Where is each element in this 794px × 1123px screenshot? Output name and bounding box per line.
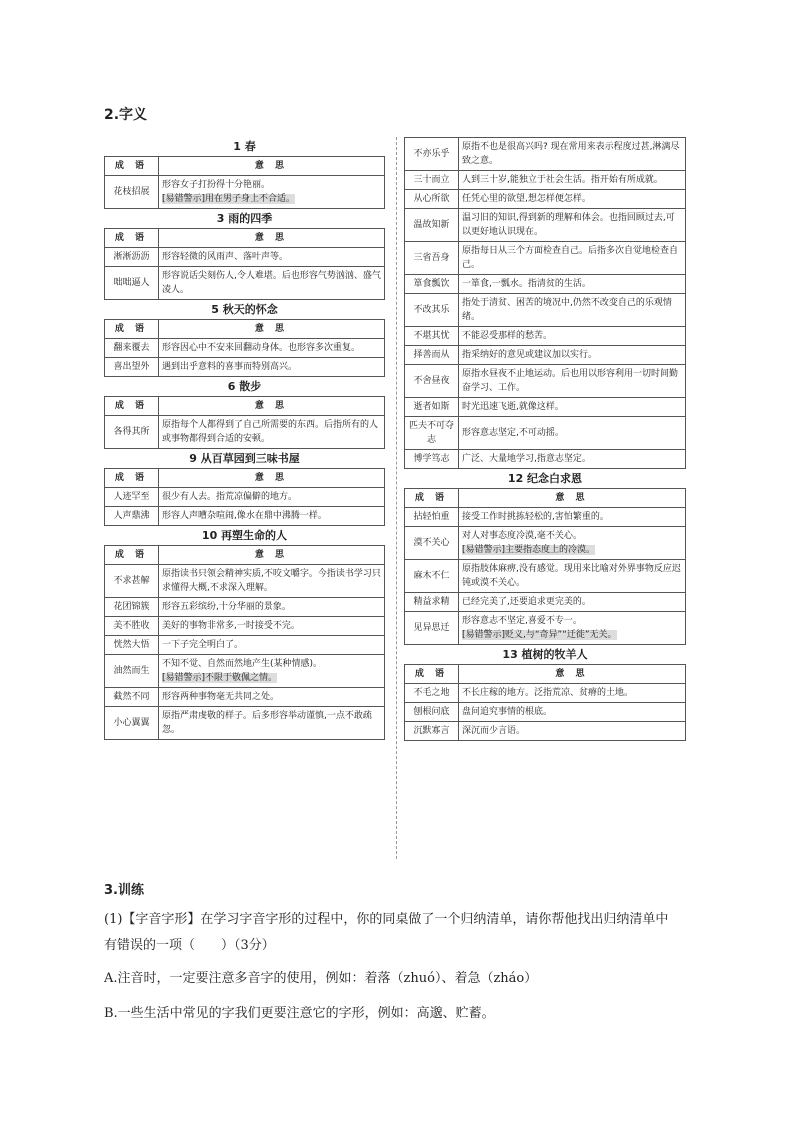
table-header-row [405, 665, 686, 684]
header-word: 成 语 [105, 157, 159, 176]
idiom-word: 翻来覆去 [105, 339, 159, 358]
idiom-row [405, 138, 686, 171]
header-word: 成 语 [105, 469, 159, 488]
meaning-text: 盘问追究事情的根底。 [462, 707, 553, 717]
idiom-word: 人迹罕至 [105, 488, 159, 507]
idiom-word: 麻木不仁 [405, 560, 459, 593]
meaning-text: 深沉而少言语。 [462, 726, 526, 736]
header-meaning: 意 思 [159, 546, 385, 565]
training-title: 3.训练 [104, 883, 144, 898]
idiom-row [405, 365, 686, 398]
idiom-table-continued [404, 137, 686, 469]
idiom-word: 温故知新 [405, 209, 459, 242]
idiom-word: 喜出望外 [105, 358, 159, 377]
idiom-row [405, 171, 686, 190]
meaning-text: 已经完美了,还要追求更完美的。 [462, 597, 591, 607]
idiom-word: 择善而从 [405, 346, 459, 365]
meaning-text: 原指肢体麻痹,没有感觉。现用来比喻对外界事物反应迟钝或漠不关心。 [462, 564, 681, 588]
meaning-text: 接受工作时挑拣轻松的,害怕繁重的。 [462, 512, 609, 522]
meaning-text: 原指水昼夜不止地运动。后也用以形容利用一切时间勤奋学习、工作。 [462, 369, 679, 393]
idiom-row [105, 565, 385, 598]
idiom-meaning [459, 722, 686, 741]
meaning-text: 原指读书只领会精神实质,不咬文嚼字。今指读书学习只求懂得大概,不求深入理解。 [162, 569, 381, 593]
meaning-text: 形容意志坚定,不可动摇。 [462, 428, 564, 438]
meaning-text: 形容意志不坚定,喜爱不专一。 [462, 616, 582, 626]
lesson-title: 12 纪念白求恩 [507, 472, 583, 485]
idiom-word: 箪食瓢饮 [405, 275, 459, 294]
meaning-text: 很少有人去。指荒凉偏僻的地方。 [162, 492, 298, 502]
idiom-row [105, 655, 385, 688]
idiom-row [105, 598, 385, 617]
idiom-word: 漠不关心 [405, 527, 459, 560]
meaning-text: 形容两种事物毫无共同之处。 [162, 692, 280, 702]
header-meaning: 意 思 [459, 665, 686, 684]
meaning-text: 任凭心里的欲望,想怎样便怎样。 [462, 194, 591, 204]
idiom-row [405, 242, 686, 275]
idiom-word: 不亦乐乎 [405, 138, 459, 171]
error-warning-text: [易错警示]不限于敬佩之情。 [162, 673, 278, 683]
meaning-text: 不知不觉、自然而然地产生(某种情感)。 [162, 659, 323, 669]
idiom-row [405, 209, 686, 242]
header-word: 成 语 [105, 229, 159, 248]
lesson-title: 5 秋天的怀念 [211, 303, 278, 316]
idiom-meaning [159, 598, 385, 617]
meaning-text: 形容说话尖刻伤人,令人难堪。后也形容气势汹汹、盛气凌人。 [162, 271, 381, 295]
idiom-row [405, 527, 686, 560]
idiom-row [405, 398, 686, 417]
error-warning-note [162, 192, 381, 206]
table-header-row [105, 397, 385, 416]
idiom-meaning [459, 242, 686, 275]
idiom-row [105, 267, 385, 300]
idiom-meaning [459, 560, 686, 593]
idiom-word: 见异思迁 [405, 612, 459, 645]
header-word: 成 语 [405, 489, 459, 508]
section-title: 2.字义 [104, 107, 148, 123]
idiom-row [405, 703, 686, 722]
idiom-table [104, 228, 385, 300]
meaning-text: 不长庄稼的地方。泛指荒凉、贫瘠的土地。 [462, 688, 634, 698]
idiom-word: 三省吾身 [405, 242, 459, 275]
idiom-word: 沉默寡言 [405, 722, 459, 741]
idiom-meaning [159, 248, 385, 267]
table-header-row [105, 157, 385, 176]
idiom-row [105, 707, 385, 740]
idiom-word: 匹夫不可夺志 [405, 417, 459, 450]
error-warning-note [162, 671, 381, 685]
idiom-row [105, 358, 385, 377]
lesson-title: 6 散步 [227, 380, 262, 393]
table-header-row [405, 489, 686, 508]
header-word: 成 语 [105, 397, 159, 416]
header-word: 成 语 [105, 546, 159, 565]
lesson-title: 13 植树的牧羊人 [502, 648, 588, 661]
error-warning-note [462, 628, 682, 642]
idiom-word: 拈轻怕重 [405, 508, 459, 527]
idiom-meaning [159, 176, 385, 209]
idiom-row [105, 617, 385, 636]
meaning-text: 人到三十岁,能独立于社会生活。指开始有所成就。 [462, 175, 663, 185]
idiom-meaning [459, 450, 686, 469]
idiom-row [405, 722, 686, 741]
idiom-word: 淅淅沥沥 [105, 248, 159, 267]
meaning-text: 温习旧的知识,得到新的理解和体会。也指回顾过去,可以更好地认识现在。 [462, 213, 675, 237]
idiom-table [104, 156, 385, 209]
meaning-text: 形容轻微的风雨声、落叶声等。 [162, 252, 289, 262]
error-warning-text: [易错警示]贬义,与“奇异”“迁徙”无关。 [462, 630, 617, 640]
idiom-meaning [159, 707, 385, 740]
meaning-text: 原指每日从三个方面检查自己。后指多次自觉地检查自己。 [462, 246, 679, 270]
idiom-word: 博学笃志 [405, 450, 459, 469]
idiom-word: 恍然大悟 [105, 636, 159, 655]
idiom-meaning [459, 508, 686, 527]
idiom-meaning [159, 488, 385, 507]
idiom-meaning [159, 636, 385, 655]
idiom-word: 不舍昼夜 [405, 365, 459, 398]
idiom-word: 不堪其忧 [405, 327, 459, 346]
meaning-text: 形容因心中不安来回翻动身体。也形容多次重复。 [162, 343, 361, 353]
meaning-text: 形容人声嘈杂喧闹,像水在鼎中沸腾一样。 [162, 511, 327, 521]
header-word: 成 语 [405, 665, 459, 684]
idiom-word: 精益求精 [405, 593, 459, 612]
lesson-title: 9 从百草园到三味书屋 [189, 452, 300, 465]
idiom-word: 花枝招展 [105, 176, 159, 209]
meaning-text: 不能忍受那样的愁苦。 [462, 331, 553, 341]
idiom-meaning [459, 209, 686, 242]
column-divider [396, 137, 397, 859]
idiom-meaning [159, 339, 385, 358]
idiom-meaning [159, 688, 385, 707]
idiom-row [105, 488, 385, 507]
meaning-text: 一箪食,一瓢水。指清贫的生活。 [462, 279, 591, 289]
idiom-word: 美不胜收 [105, 617, 159, 636]
idiom-row [105, 636, 385, 655]
idiom-meaning [459, 275, 686, 294]
idiom-meaning [459, 703, 686, 722]
meaning-text: 形容五彩缤纷,十分华丽的景象。 [162, 602, 291, 612]
lesson-title: 1 春 [233, 140, 256, 153]
option-a: A.注音时，一定要注意多音字的使用，例如：着落（zhuó）、着急（zháo） [104, 971, 538, 986]
idiom-row [105, 688, 385, 707]
header-meaning: 意 思 [159, 157, 385, 176]
idiom-word: 逝者如斯 [405, 398, 459, 417]
idiom-table [404, 664, 686, 741]
idiom-row [405, 327, 686, 346]
idiom-row [105, 416, 385, 449]
header-meaning: 意 思 [459, 489, 686, 508]
idiom-row [405, 684, 686, 703]
error-warning-note [462, 543, 682, 557]
meaning-text: 原指严肃虔敬的样子。后多形容举动谨慎,一点不敢疏忽。 [162, 711, 372, 735]
table-header-row [105, 546, 385, 565]
idiom-meaning [159, 617, 385, 636]
idiom-row [405, 275, 686, 294]
idiom-meaning [159, 655, 385, 688]
lesson-title: 3 雨的四季 [216, 212, 273, 225]
idiom-row [405, 593, 686, 612]
idiom-meaning [459, 365, 686, 398]
idiom-meaning [159, 565, 385, 598]
idiom-meaning [459, 527, 686, 560]
idiom-row [405, 294, 686, 327]
right-column [404, 137, 686, 741]
idiom-row [405, 417, 686, 450]
option-b: B.一些生活中常见的字我们更要注意它的字形，例如：高邈、贮蓄。 [104, 1006, 495, 1021]
idiom-row [405, 346, 686, 365]
idiom-word: 油然而生 [105, 655, 159, 688]
idiom-row [105, 507, 385, 526]
question-1-line-1: (1)【字音字形】在学习字音字形的过程中，你的同桌做了一个归纳清单，请你帮他找出归纳清单中 [104, 912, 669, 927]
idiom-meaning [159, 507, 385, 526]
idiom-table [404, 488, 686, 645]
meaning-text: 广泛、大量地学习,指意志坚定。 [462, 454, 591, 464]
header-meaning: 意 思 [159, 320, 385, 339]
question-1-line-2: 有错误的一项（ ）（3分） [104, 938, 275, 953]
idiom-meaning [159, 267, 385, 300]
idiom-meaning [459, 138, 686, 171]
error-warning-text: [易错警示]主要指态度上的冷漠。 [462, 545, 596, 555]
idiom-meaning [459, 346, 686, 365]
meaning-text: 原指每个人都得到了自己所需要的东西。后指所有的人或事物都得到合适的安顿。 [162, 420, 379, 444]
idiom-meaning [459, 612, 686, 645]
idiom-word: 不毛之地 [405, 684, 459, 703]
lesson-title: 10 再塑生命的人 [201, 529, 288, 542]
header-word: 成 语 [105, 320, 159, 339]
idiom-row [405, 612, 686, 645]
idiom-meaning [459, 684, 686, 703]
idiom-word: 从心所欲 [405, 190, 459, 209]
meaning-text: 时光迅速飞逝,就像这样。 [462, 402, 564, 412]
idiom-row [405, 560, 686, 593]
idiom-word: 咄咄逼人 [105, 267, 159, 300]
idiom-row [105, 339, 385, 358]
idiom-table [104, 545, 385, 740]
idiom-meaning [459, 593, 686, 612]
header-meaning: 意 思 [159, 397, 385, 416]
idiom-word: 截然不同 [105, 688, 159, 707]
idiom-table [104, 396, 385, 449]
header-meaning: 意 思 [159, 229, 385, 248]
idiom-meaning [159, 358, 385, 377]
table-header-row [105, 320, 385, 339]
idiom-word: 不求甚解 [105, 565, 159, 598]
error-warning-text: [易错警示]用在男子身上不合适。 [162, 194, 296, 204]
idiom-meaning [459, 171, 686, 190]
left-column [104, 137, 385, 740]
idiom-meaning [159, 416, 385, 449]
idiom-word: 不改其乐 [405, 294, 459, 327]
idiom-meaning [459, 294, 686, 327]
meaning-text: 指处于清贫、困苦的境况中,仍然不改变自己的乐观情绪。 [462, 298, 672, 322]
meaning-text: 形容女子打扮得十分艳丽。 [162, 180, 271, 190]
table-header-row [105, 229, 385, 248]
idiom-meaning [459, 327, 686, 346]
table-header-row [105, 469, 385, 488]
idiom-row [105, 176, 385, 209]
header-meaning: 意 思 [159, 469, 385, 488]
meaning-text: 原指不也是很高兴吗? 现在常用来表示程度过甚,淋漓尽致之意。 [462, 142, 680, 166]
idiom-word: 三十而立 [405, 171, 459, 190]
idiom-row [405, 508, 686, 527]
idiom-row [405, 190, 686, 209]
idiom-row [105, 248, 385, 267]
idiom-table [104, 319, 385, 377]
idiom-word: 刨根问底 [405, 703, 459, 722]
meaning-text: 美好的事物非常多,一时接受不完。 [162, 621, 300, 631]
idiom-meaning [459, 190, 686, 209]
idiom-word: 各得其所 [105, 416, 159, 449]
meaning-text: 指采纳好的意见或建议加以实行。 [462, 350, 598, 360]
idiom-word: 小心翼翼 [105, 707, 159, 740]
meaning-text: 遇到出乎意料的喜事而特别高兴。 [162, 362, 298, 372]
idiom-row [405, 450, 686, 469]
idiom-meaning [459, 398, 686, 417]
meaning-text: 一下子完全明白了。 [162, 640, 244, 650]
idiom-word: 人声鼎沸 [105, 507, 159, 526]
idiom-table [104, 468, 385, 526]
meaning-text: 对人对事态度冷漠,毫不关心。 [462, 531, 582, 541]
idiom-word: 花团锦簇 [105, 598, 159, 617]
idiom-meaning [459, 417, 686, 450]
